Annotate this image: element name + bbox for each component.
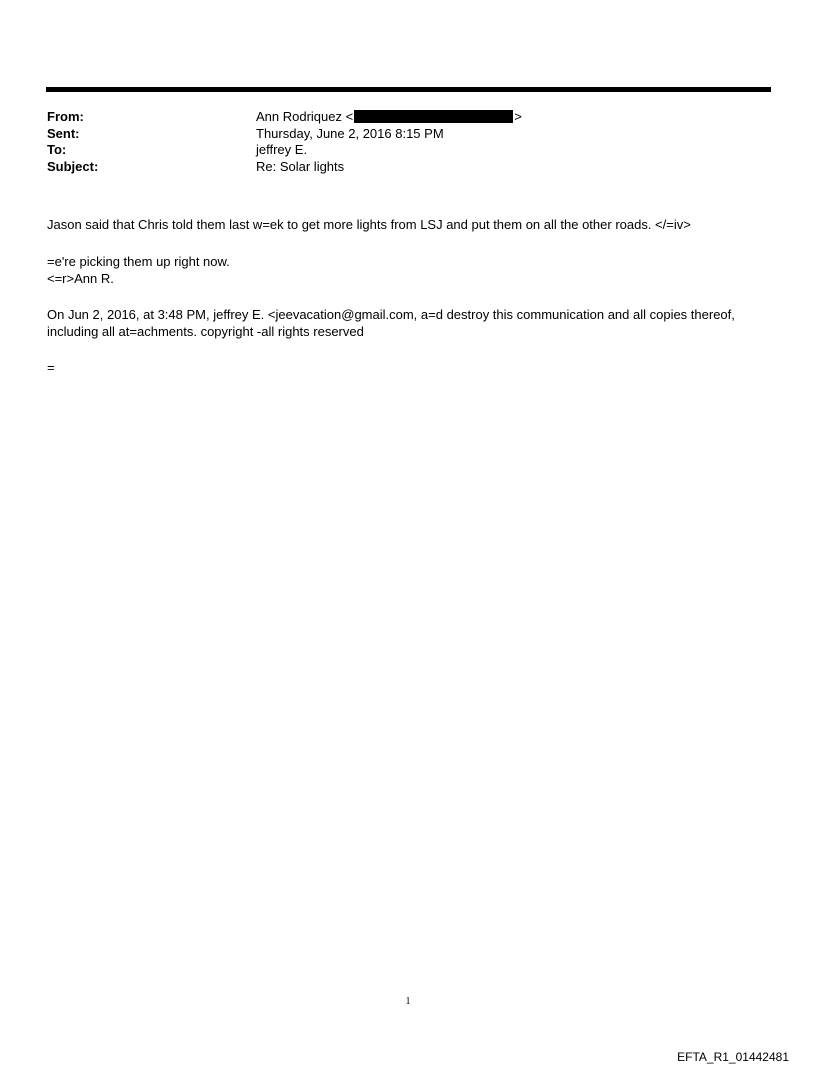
page-number: 1 bbox=[405, 996, 411, 1007]
sent-row bbox=[47, 126, 767, 142]
from-label: From: bbox=[47, 109, 84, 124]
top-rule bbox=[46, 87, 771, 92]
to-label: To: bbox=[47, 142, 67, 157]
from-name: Ann Rodriquez < bbox=[256, 109, 354, 124]
from-row bbox=[47, 109, 767, 125]
body-line: <=r>Ann R. bbox=[47, 271, 114, 286]
bates-number: EFTA_R1_01442481 bbox=[677, 1050, 789, 1064]
body-line: =e're picking them up right now. bbox=[47, 254, 230, 269]
sent-label: Sent: bbox=[47, 125, 80, 141]
body-paragraph-3 bbox=[47, 306, 777, 340]
subject-value: Re: Solar lights bbox=[256, 158, 345, 174]
sent-value: Thursday, June 2, 2016 8:15 PM bbox=[256, 125, 444, 141]
to-value: jeffrey E. bbox=[256, 142, 308, 157]
body-line: including all at=achments. copyright -all rights reserved bbox=[47, 324, 364, 339]
body-paragraph-2 bbox=[47, 253, 777, 287]
body-paragraph-4: = bbox=[47, 360, 55, 375]
to-row bbox=[47, 142, 767, 158]
from-close: > bbox=[514, 109, 522, 124]
email-header bbox=[47, 109, 767, 175]
subject-label: Subject: bbox=[47, 158, 99, 174]
body-line: On Jun 2, 2016, at 3:48 PM, jeffrey E. <jeevacation@gmail.com, a=d destroy this communication and all copies thereof, bbox=[47, 307, 735, 322]
from-value bbox=[256, 109, 767, 125]
subject-row bbox=[47, 159, 767, 175]
body-paragraph-1: Jason said that Chris told them last w=ek to get more lights from LSJ and put them on all the other roads. </=iv> bbox=[47, 217, 691, 232]
redaction-block bbox=[354, 110, 513, 123]
